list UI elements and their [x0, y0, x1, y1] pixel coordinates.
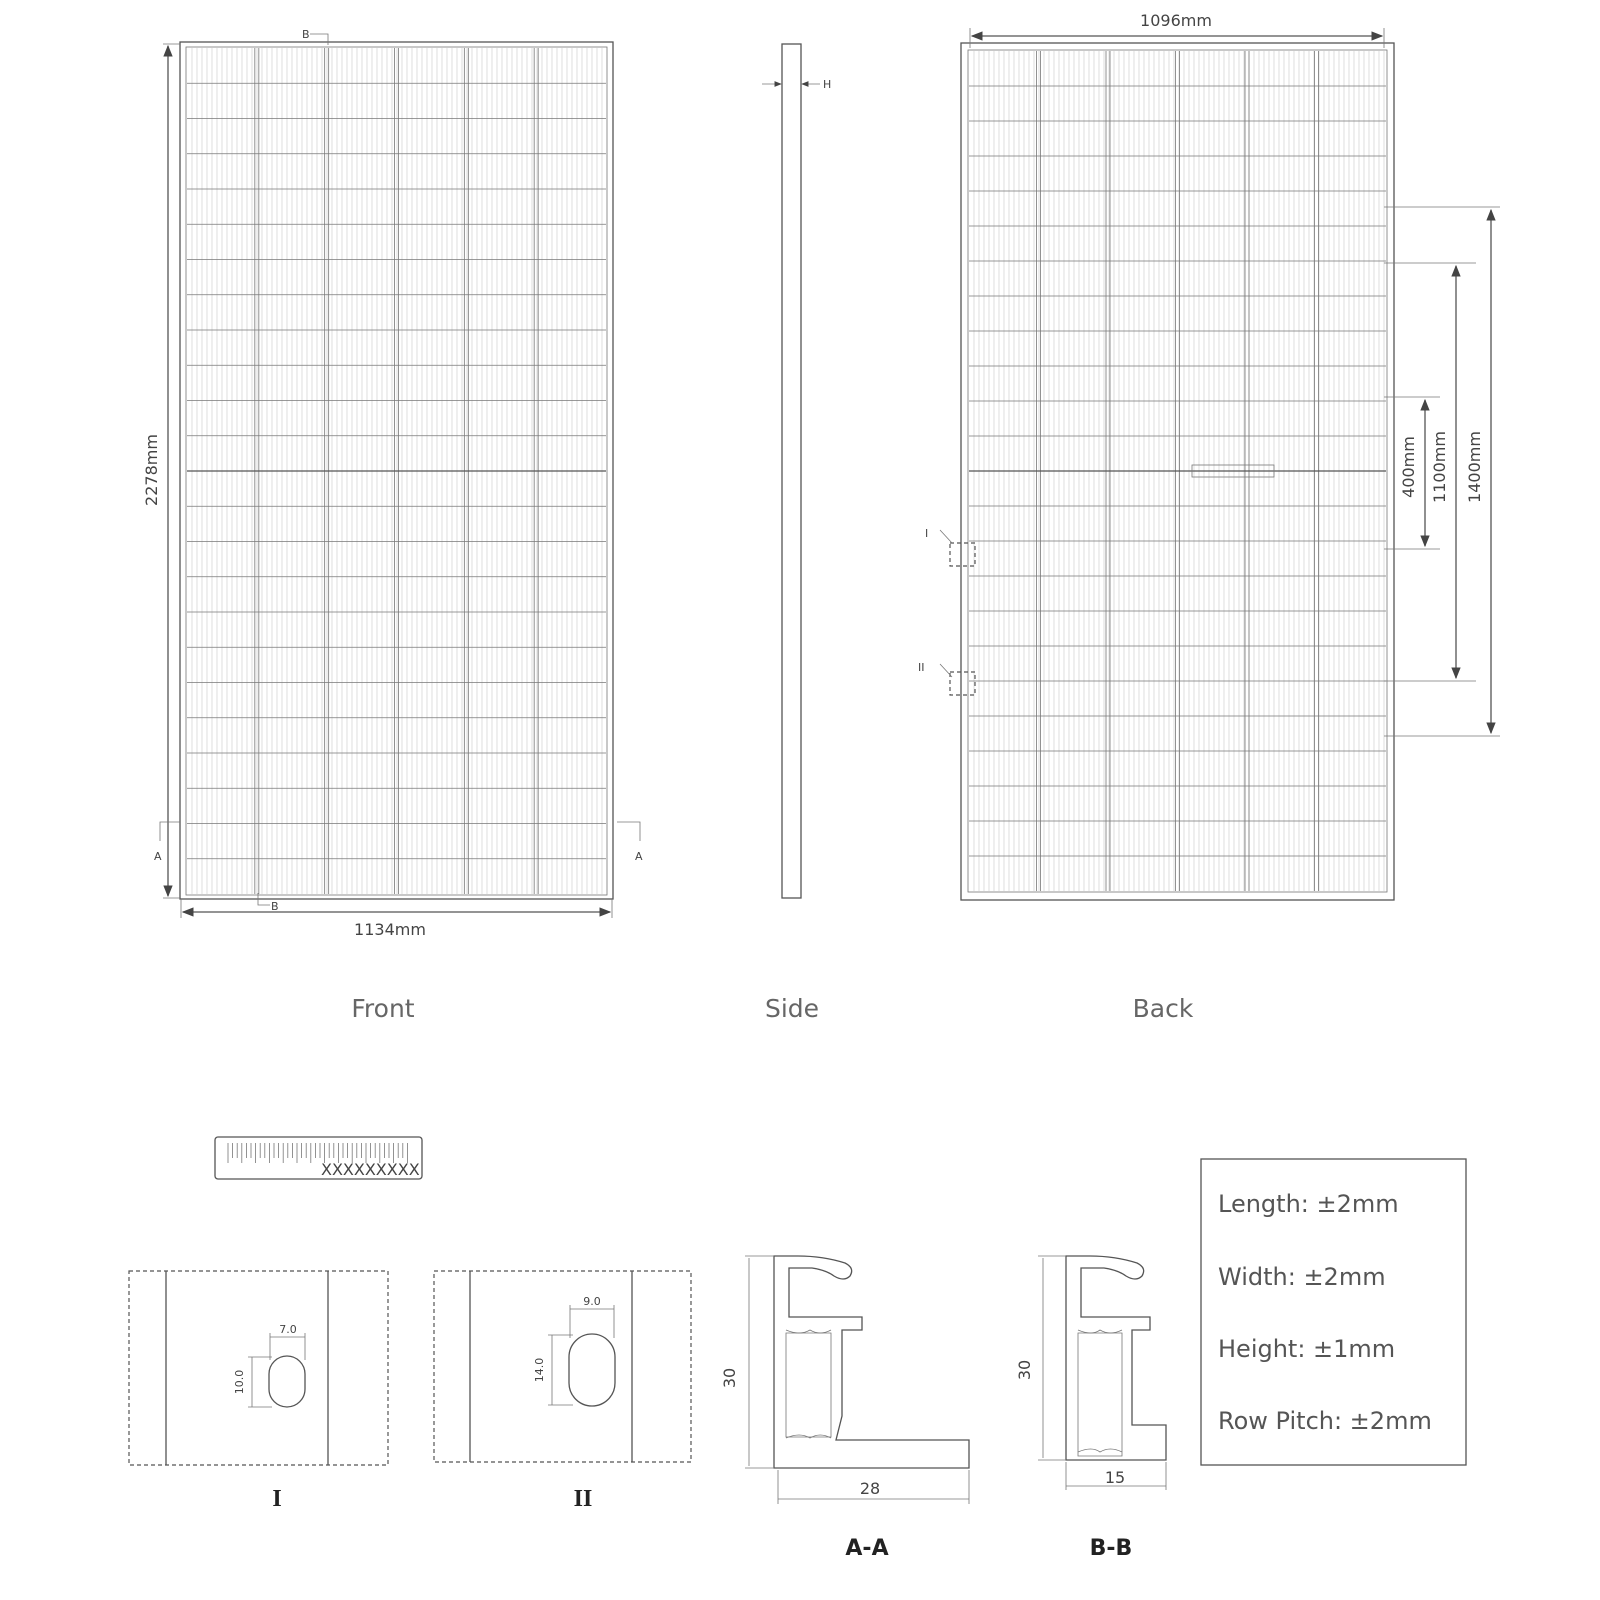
- label-plate-text: XXXXXXXXX: [321, 1160, 420, 1179]
- back-width-label: 1096mm: [1140, 11, 1212, 30]
- detail-ii-hole: [569, 1334, 615, 1406]
- section-b-b-width-label: 15: [1104, 1468, 1126, 1487]
- width-dimension-label: 1134mm: [354, 920, 426, 939]
- detail-i-callout-label: I: [925, 527, 929, 540]
- detail-i: [129, 1271, 388, 1512]
- front-cell-grid: [187, 48, 606, 894]
- thickness-marker: H: [823, 78, 832, 91]
- label-plate: [215, 1137, 422, 1179]
- detail-i-hole: [269, 1356, 305, 1407]
- side-view: [762, 44, 831, 1023]
- detail-ii-callout-label: II: [918, 661, 925, 674]
- section-a-a: [720, 1256, 969, 1561]
- side-profile: [782, 44, 801, 898]
- section-b-b-label: B-B: [1089, 1536, 1133, 1561]
- detail-i-frame: [129, 1271, 388, 1465]
- detail-ii-height-label: 14.0: [533, 1357, 546, 1383]
- section-a-a-height-label: 30: [720, 1367, 739, 1389]
- detail-i-width-label: 7.0: [279, 1323, 297, 1336]
- detail-i-height-label: 10.0: [233, 1369, 246, 1395]
- section-a-a-label: A-A: [845, 1536, 889, 1561]
- detail-ii-width-label: 9.0: [583, 1295, 601, 1308]
- mount-1400-label: 1400mm: [1465, 431, 1484, 503]
- back-view-label: Back: [1132, 994, 1194, 1023]
- mount-400-label: 400mm: [1399, 436, 1418, 498]
- back-cell-grid: [969, 51, 1386, 891]
- detail-i-label: I: [272, 1486, 282, 1512]
- section-b-b-height-label: 30: [1015, 1359, 1034, 1381]
- section-b-b-profile: [1066, 1256, 1166, 1460]
- detail-ii-callout: [950, 672, 975, 695]
- front-view-label: Front: [351, 994, 415, 1023]
- tolerance-row-pitch: Row Pitch: ±2mm: [1218, 1407, 1432, 1435]
- section-b-b: [1015, 1256, 1166, 1561]
- section-b-marker-top: B: [302, 28, 310, 41]
- tolerance-box: [1201, 1159, 1466, 1465]
- section-a-a-profile: [774, 1256, 969, 1468]
- section-a-marker-left: A: [154, 850, 162, 863]
- detail-ii: [434, 1271, 691, 1512]
- back-view: [918, 11, 1500, 1023]
- side-view-label: Side: [764, 994, 820, 1023]
- detail-ii-label: II: [573, 1486, 593, 1512]
- section-b-marker-bottom: B: [271, 900, 279, 913]
- length-dimension-label: 2278mm: [142, 434, 161, 506]
- section-a-a-width-label: 28: [859, 1479, 881, 1498]
- section-a-marker-right: A: [635, 850, 643, 863]
- mount-1100-label: 1100mm: [1430, 431, 1449, 503]
- tolerance-height: Height: ±1mm: [1218, 1335, 1396, 1363]
- detail-ii-frame: [434, 1271, 691, 1462]
- front-view: [142, 28, 643, 1023]
- detail-i-callout: [950, 543, 975, 566]
- tolerance-length: Length: ±2mm: [1218, 1190, 1399, 1218]
- tolerance-width: Width: ±2mm: [1218, 1263, 1386, 1291]
